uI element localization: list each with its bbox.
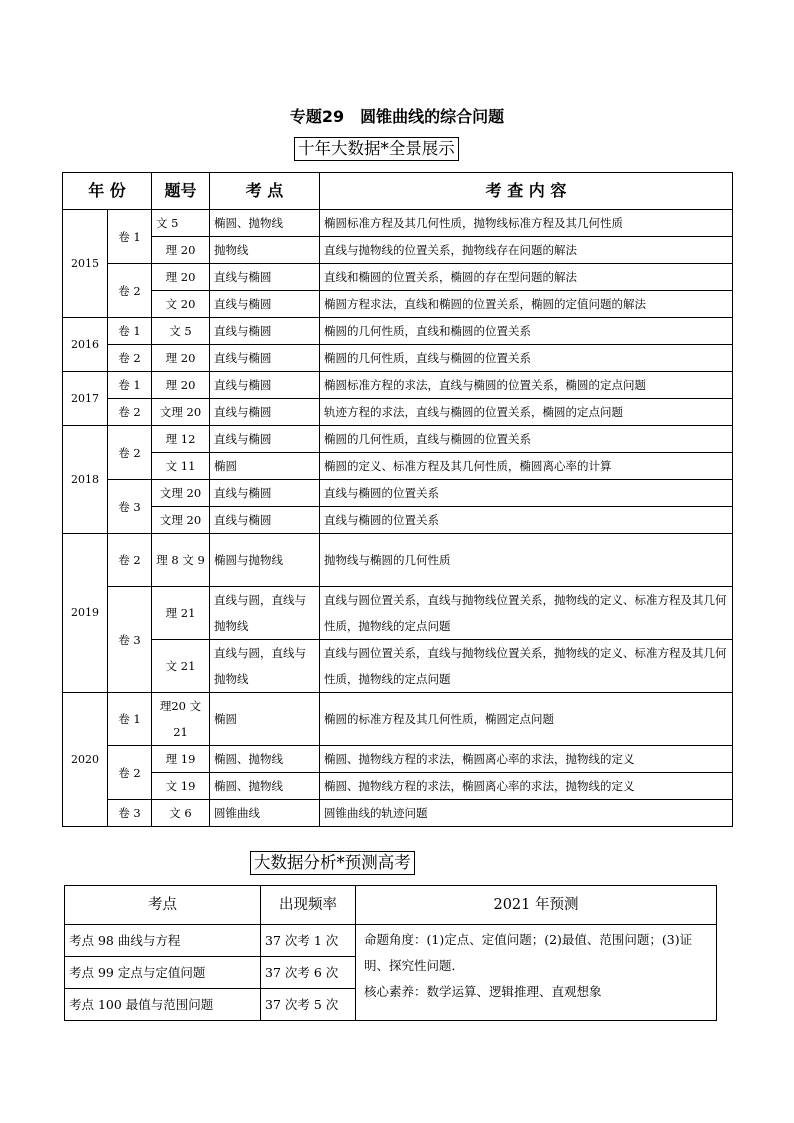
volume-cell: 卷 2: [108, 399, 152, 426]
content-cell: 椭圆、抛物线方程的求法，椭圆离心率的求法，抛物线的定义: [320, 746, 733, 773]
section-heading-overview: 十年大数据*全景展示: [294, 137, 459, 161]
content-cell: 椭圆的定义、标准方程及其几何性质，椭圆离心率的计算: [320, 453, 733, 480]
content-cell: 直线与抛物线的位置关系，抛物线存在问题的解法: [320, 237, 733, 264]
question-cell: 理 21: [152, 587, 210, 640]
content-cell: 直线与圆位置关系，直线与抛物线位置关系，抛物线的定义、标准方程及其几何性质，抛物线的定点问题: [320, 587, 733, 640]
year-cell: 2015: [63, 210, 108, 318]
table-row: [63, 773, 733, 800]
content-cell: 椭圆方程求法，直线和椭圆的位置关系，椭圆的定值问题的解法: [320, 291, 733, 318]
topic-cell: 直线与椭圆: [210, 318, 320, 345]
col-header-content: 考 查 内 容: [320, 173, 733, 210]
section-heading-forecast: 大数据分析*预测高考: [250, 851, 415, 875]
year-cell: 2017: [63, 372, 108, 426]
table-row: [63, 210, 733, 237]
table-row: [63, 453, 733, 480]
content-cell: 椭圆的几何性质，直线和椭圆的位置关系: [320, 318, 733, 345]
table-row: [63, 693, 733, 746]
topic-cell: 椭圆: [210, 453, 320, 480]
content-cell: 椭圆的几何性质，直线与椭圆的位置关系: [320, 426, 733, 453]
question-cell: 理 20: [152, 264, 210, 291]
prediction-text: 命题角度：(1)定点、定值问题；(2)最值、范围问题；(3)证明、探究性问题．: [364, 932, 693, 973]
year-cell: 2016: [63, 318, 108, 372]
year-cell: 2019: [63, 534, 108, 693]
topic-cell: 椭圆、抛物线: [210, 773, 320, 800]
point-cell: 考点 100 最值与范围问题: [65, 989, 261, 1021]
topic-cell: 直线与圆，直线与抛物线: [210, 587, 320, 640]
question-cell: 文 6: [152, 800, 210, 827]
question-cell: 理 12: [152, 426, 210, 453]
table-row: [63, 237, 733, 264]
prediction-cell: [356, 925, 717, 1021]
page-title: 专题29 圆锥曲线的综合问题: [289, 107, 505, 126]
content-cell: 椭圆的标准方程及其几何性质，椭圆定点问题: [320, 693, 733, 746]
content-cell: 直线与椭圆的位置关系: [320, 507, 733, 534]
question-cell: 文 19: [152, 773, 210, 800]
year-cell: 2018: [63, 426, 108, 534]
col-header-prediction: 2021 年预测: [356, 886, 717, 925]
table-row: [63, 345, 733, 372]
question-cell: 文 21: [152, 640, 210, 693]
volume-cell: 卷 1: [108, 693, 152, 746]
topic-cell: 直线与椭圆: [210, 372, 320, 399]
question-cell: 理20 文 21: [152, 693, 210, 746]
col-header-question: 题号: [152, 173, 210, 210]
topic-cell: 直线与椭圆: [210, 507, 320, 534]
question-cell: 文 5: [152, 210, 210, 237]
col-header-frequency: 出现频率: [261, 886, 356, 925]
table-row: [63, 640, 733, 693]
question-cell: 理 19: [152, 746, 210, 773]
point-cell: 考点 98 曲线与方程: [65, 925, 261, 957]
topic-cell: 直线与椭圆: [210, 264, 320, 291]
content-cell: 直线与圆位置关系，直线与抛物线位置关系，抛物线的定义、标准方程及其几何性质，抛物线的定点问题: [320, 640, 733, 693]
question-cell: 理 8 文 9: [152, 534, 210, 587]
question-cell: 文理 20: [152, 399, 210, 426]
table-row: [63, 507, 733, 534]
table-row: [63, 399, 733, 426]
question-cell: 文理 20: [152, 480, 210, 507]
point-cell: 考点 99 定点与定值问题: [65, 957, 261, 989]
literacy-text: 核心素养：数学运算、逻辑推理、直观想象: [364, 984, 602, 999]
topic-cell: 椭圆与抛物线: [210, 534, 320, 587]
question-cell: 文 20: [152, 291, 210, 318]
volume-cell: 卷 3: [108, 800, 152, 827]
volume-cell: 卷 3: [108, 480, 152, 534]
col-header-point: 考点: [65, 886, 261, 925]
exam-history-table: [62, 172, 733, 827]
question-cell: 文 5: [152, 318, 210, 345]
frequency-cell: 37 次考 1 次: [261, 925, 356, 957]
content-cell: 轨迹方程的求法，直线与椭圆的位置关系，椭圆的定点问题: [320, 399, 733, 426]
volume-cell: 卷 3: [108, 587, 152, 693]
frequency-cell: 37 次考 5 次: [261, 989, 356, 1021]
topic-cell: 抛物线: [210, 237, 320, 264]
year-cell: 2020: [63, 693, 108, 827]
content-cell: 直线与椭圆的位置关系: [320, 480, 733, 507]
content-cell: 椭圆的几何性质，直线与椭圆的位置关系: [320, 345, 733, 372]
table-row: [63, 426, 733, 453]
col-header-year: 年 份: [63, 173, 152, 210]
table-row: [63, 318, 733, 345]
content-cell: 圆锥曲线的轨迹问题: [320, 800, 733, 827]
topic-cell: 椭圆: [210, 693, 320, 746]
question-cell: 理 20: [152, 345, 210, 372]
volume-cell: 卷 2: [108, 746, 152, 800]
content-cell: 抛物线与椭圆的几何性质: [320, 534, 733, 587]
table-header-row: [63, 173, 733, 210]
content-cell: 椭圆、抛物线方程的求法，椭圆离心率的求法，抛物线的定义: [320, 773, 733, 800]
frequency-cell: 37 次考 6 次: [261, 957, 356, 989]
topic-cell: 直线与椭圆: [210, 399, 320, 426]
question-cell: 文 11: [152, 453, 210, 480]
content-cell: 椭圆标准方程及其几何性质，抛物线标准方程及其几何性质: [320, 210, 733, 237]
table-row: [63, 372, 733, 399]
topic-cell: 直线与椭圆: [210, 345, 320, 372]
volume-cell: 卷 1: [108, 210, 152, 264]
volume-cell: 卷 2: [108, 345, 152, 372]
content-cell: 直线和椭圆的位置关系，椭圆的存在型问题的解法: [320, 264, 733, 291]
table-header-row: [65, 886, 717, 925]
col-header-topic: 考 点: [210, 173, 320, 210]
table-row: [65, 925, 717, 957]
table-row: [63, 264, 733, 291]
topic-cell: 椭圆、抛物线: [210, 746, 320, 773]
question-cell: 理 20: [152, 372, 210, 399]
table-row: [63, 291, 733, 318]
forecast-table: [64, 885, 717, 1021]
content-cell: 椭圆标准方程的求法，直线与椭圆的位置关系，椭圆的定点问题: [320, 372, 733, 399]
table-row: [63, 587, 733, 640]
volume-cell: 卷 2: [108, 534, 152, 587]
topic-cell: 圆锥曲线: [210, 800, 320, 827]
topic-cell: 直线与椭圆: [210, 426, 320, 453]
topic-cell: 直线与椭圆: [210, 480, 320, 507]
topic-cell: 直线与椭圆: [210, 291, 320, 318]
volume-cell: 卷 2: [108, 426, 152, 480]
question-cell: 文理 20: [152, 507, 210, 534]
question-cell: 理 20: [152, 237, 210, 264]
table-row: [63, 480, 733, 507]
table-row: [63, 534, 733, 587]
table-row: [63, 746, 733, 773]
topic-cell: 直线与圆，直线与抛物线: [210, 640, 320, 693]
table-row: [63, 800, 733, 827]
volume-cell: 卷 1: [108, 318, 152, 345]
topic-cell: 椭圆、抛物线: [210, 210, 320, 237]
volume-cell: 卷 2: [108, 264, 152, 318]
volume-cell: 卷 1: [108, 372, 152, 399]
